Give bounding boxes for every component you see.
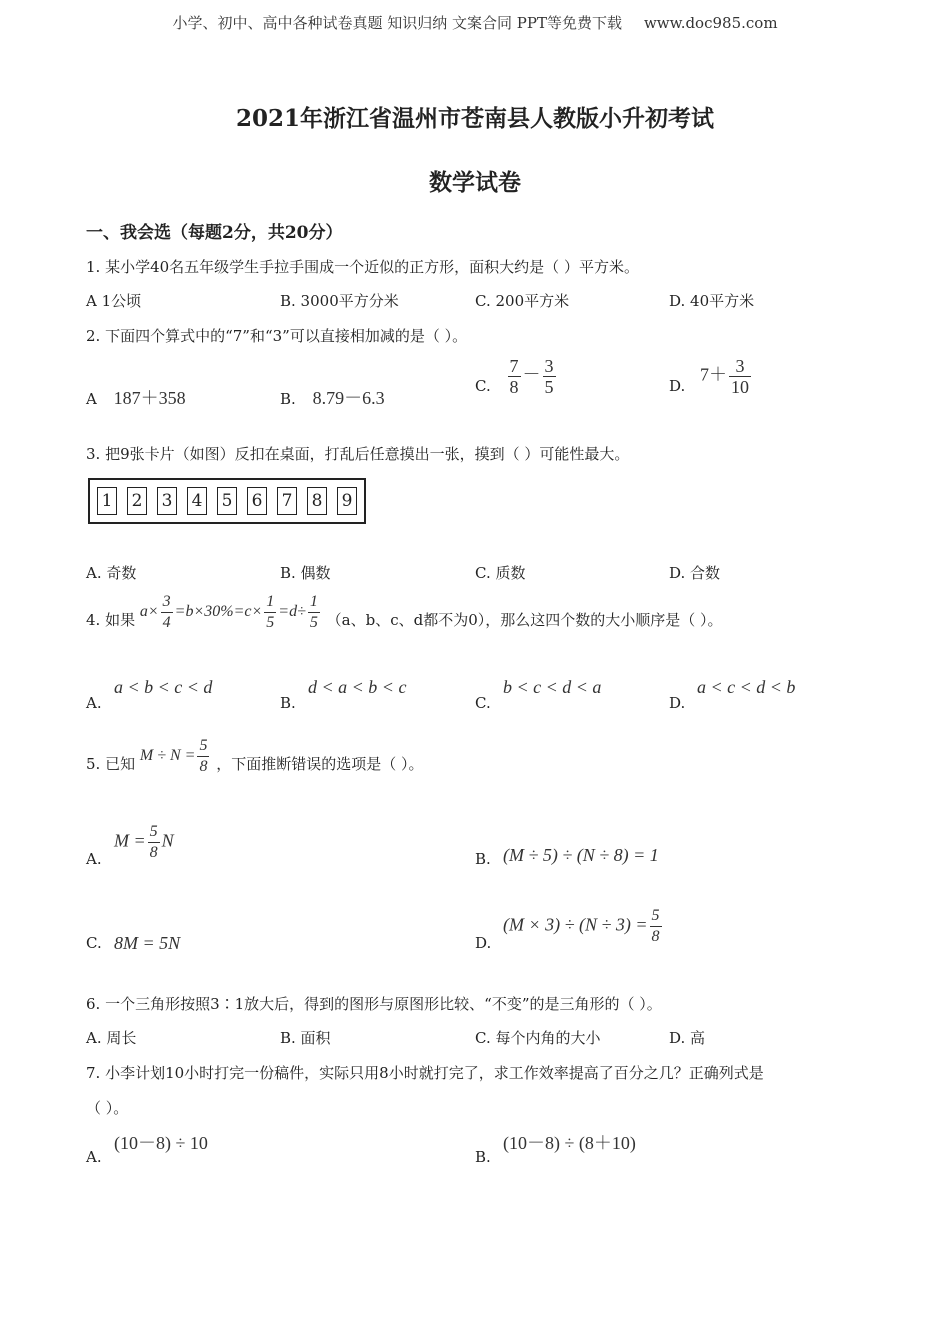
q7-option-a-expr[interactable]: (10－8) ÷ 10 xyxy=(114,1133,208,1153)
math-term: =b×30%=c× xyxy=(174,603,263,621)
q2-option-c[interactable] xyxy=(475,356,558,397)
exam-title: 2021年浙江省温州市苍南县人教版小升初考试 xyxy=(235,105,714,132)
fraction-numerator: 1 xyxy=(309,593,318,610)
fraction-denominator: 10 xyxy=(731,377,750,397)
q1-option-a[interactable]: A 1公顷 xyxy=(86,292,142,310)
q6-option-b[interactable]: B. 面积 xyxy=(280,1029,331,1047)
minus-sign: － xyxy=(522,364,541,385)
q5-option-a-expr[interactable] xyxy=(114,822,174,863)
math-term: M = xyxy=(114,830,146,851)
q1-option-d[interactable]: D. 40平方米 xyxy=(669,292,755,310)
option-label: B. xyxy=(280,390,296,408)
q7-option-b-expr[interactable]: (10－8) ÷ (8＋10) xyxy=(503,1133,636,1153)
option-label: D. xyxy=(669,377,686,395)
exam-subtitle: 数学试卷 xyxy=(429,169,521,196)
question-4 xyxy=(86,592,723,633)
q1-option-b[interactable]: B. 3000平方分米 xyxy=(280,292,399,310)
q5-option-a-label[interactable]: A. xyxy=(86,850,102,868)
fraction-numerator: 7 xyxy=(509,356,519,376)
q5-option-c-expr[interactable]: 8M = 5N xyxy=(114,933,181,953)
question-5 xyxy=(86,736,424,777)
header-url[interactable]: www.doc985.com xyxy=(643,14,778,32)
q5-option-d-label[interactable]: D. xyxy=(475,934,492,952)
card-6: 6 xyxy=(247,487,267,515)
fraction-numerator: 1 xyxy=(266,593,275,610)
fraction-denominator: 8 xyxy=(509,377,519,397)
q4-option-c-label[interactable]: C. xyxy=(475,694,491,712)
math-term: (M × 3) ÷ (N ÷ 3) = xyxy=(503,914,648,935)
question-6: 6. 一个三角形按照3∶1放大后，得到的图形与原图形比较、“不变”的是三角形的（ ）。 xyxy=(86,995,662,1013)
page-header xyxy=(0,12,950,33)
fraction-denominator: 5 xyxy=(544,377,554,397)
q5-option-d-expr[interactable] xyxy=(503,906,664,947)
q2-option-a[interactable] xyxy=(86,384,186,410)
question-7-continued: （ ）。 xyxy=(86,1099,129,1117)
card-8: 8 xyxy=(307,487,327,515)
option-label: A xyxy=(86,390,97,408)
card-4: 4 xyxy=(187,487,207,515)
card-1: 1 xyxy=(97,487,117,515)
q3-option-c[interactable]: C. 质数 xyxy=(475,564,526,582)
option-label: C. xyxy=(475,377,491,395)
q5-option-b-expr[interactable]: (M ÷ 5) ÷ (N ÷ 8) = 1 xyxy=(503,845,659,865)
q4-option-a-expr[interactable]: a < b < c < d xyxy=(114,677,213,697)
fraction-denominator: 8 xyxy=(651,928,660,945)
q5-option-c-label[interactable]: C. xyxy=(86,934,102,952)
question-1: 1. 某小学40名五年级学生手拉手围成一个近似的正方形，面积大约是（ ）平方米。 xyxy=(86,258,639,276)
q1-option-c[interactable]: C. 200平方米 xyxy=(475,292,570,310)
math-expression: 8.79－6.3 xyxy=(312,388,385,408)
fraction-denominator: 5 xyxy=(266,614,275,631)
question-3: 3. 把9张卡片（如图）反扣在桌面，打乱后任意摸出一张，摸到（ ）可能性最大。 xyxy=(86,445,630,463)
fraction-numerator: 3 xyxy=(544,356,554,376)
fraction-denominator: 4 xyxy=(162,614,171,631)
math-term: a× xyxy=(139,603,159,621)
fraction-denominator: 5 xyxy=(309,614,318,631)
fraction-denominator: 8 xyxy=(199,758,208,775)
q5-option-b-label[interactable]: B. xyxy=(475,850,491,868)
q4-option-b-expr[interactable]: d < a < b < c xyxy=(308,677,407,697)
q7-option-b-label[interactable]: B. xyxy=(475,1148,491,1166)
fraction-denominator: 8 xyxy=(149,844,158,861)
math-expression: 7＋ xyxy=(700,364,728,385)
card-5: 5 xyxy=(217,487,237,515)
q4-option-d-expr[interactable]: a < c < d < b xyxy=(697,677,796,697)
card-3: 3 xyxy=(157,487,177,515)
question-suffix: （a、b、c、d都不为0），那么这四个数的大小顺序是（ ）。 xyxy=(326,611,723,629)
math-term: N xyxy=(161,830,174,851)
card-7: 7 xyxy=(277,487,297,515)
fraction-numerator: 3 xyxy=(162,593,171,610)
q6-option-a[interactable]: A. 周长 xyxy=(86,1029,137,1047)
math-term: M ÷ N = xyxy=(139,747,196,765)
math-expression: 187＋358 xyxy=(113,388,186,408)
question-prefix: 5. 已知 xyxy=(86,755,136,773)
question-suffix: ，下面推断错误的选项是（ ）。 xyxy=(216,755,424,773)
q3-option-a[interactable]: A. 奇数 xyxy=(86,564,137,582)
number-cards-figure xyxy=(88,478,366,524)
q2-option-d[interactable] xyxy=(669,356,753,397)
fraction-numerator: 3 xyxy=(735,356,745,376)
question-7: 7. 小李计划10小时打完一份稿件，实际只用8小时就打完了，求工作效率提高了百分之几？正确列式是 xyxy=(86,1064,764,1082)
q2-option-b[interactable] xyxy=(280,384,385,410)
math-term: =d÷ xyxy=(278,603,306,621)
fraction-numerator: 5 xyxy=(651,907,660,924)
q4-option-a-label[interactable]: A. xyxy=(86,694,102,712)
section-heading: 一、我会选（每题2分，共20分） xyxy=(86,223,343,243)
header-text: 小学、初中、高中各种试卷真题 知识归纳 文案合同 PPT等免费下载 xyxy=(172,14,622,32)
q7-option-a-label[interactable]: A. xyxy=(86,1148,102,1166)
q4-option-b-label[interactable]: B. xyxy=(280,694,296,712)
question-prefix: 4. 如果 xyxy=(86,611,136,629)
q4-option-d-label[interactable]: D. xyxy=(669,694,686,712)
q3-option-b[interactable]: B. 偶数 xyxy=(280,564,331,582)
card-9: 9 xyxy=(337,487,357,515)
fraction-numerator: 5 xyxy=(149,823,158,840)
fraction-numerator: 5 xyxy=(199,737,208,754)
q4-option-c-expr[interactable]: b < c < d < a xyxy=(503,677,602,697)
q6-option-d[interactable]: D. 高 xyxy=(669,1029,706,1047)
question-2: 2. 下面四个算式中的“7”和“3”可以直接相加减的是（ ）。 xyxy=(86,327,468,345)
q6-option-c[interactable]: C. 每个内角的大小 xyxy=(475,1029,601,1047)
q3-option-d[interactable]: D. 合数 xyxy=(669,564,721,582)
card-2: 2 xyxy=(127,487,147,515)
